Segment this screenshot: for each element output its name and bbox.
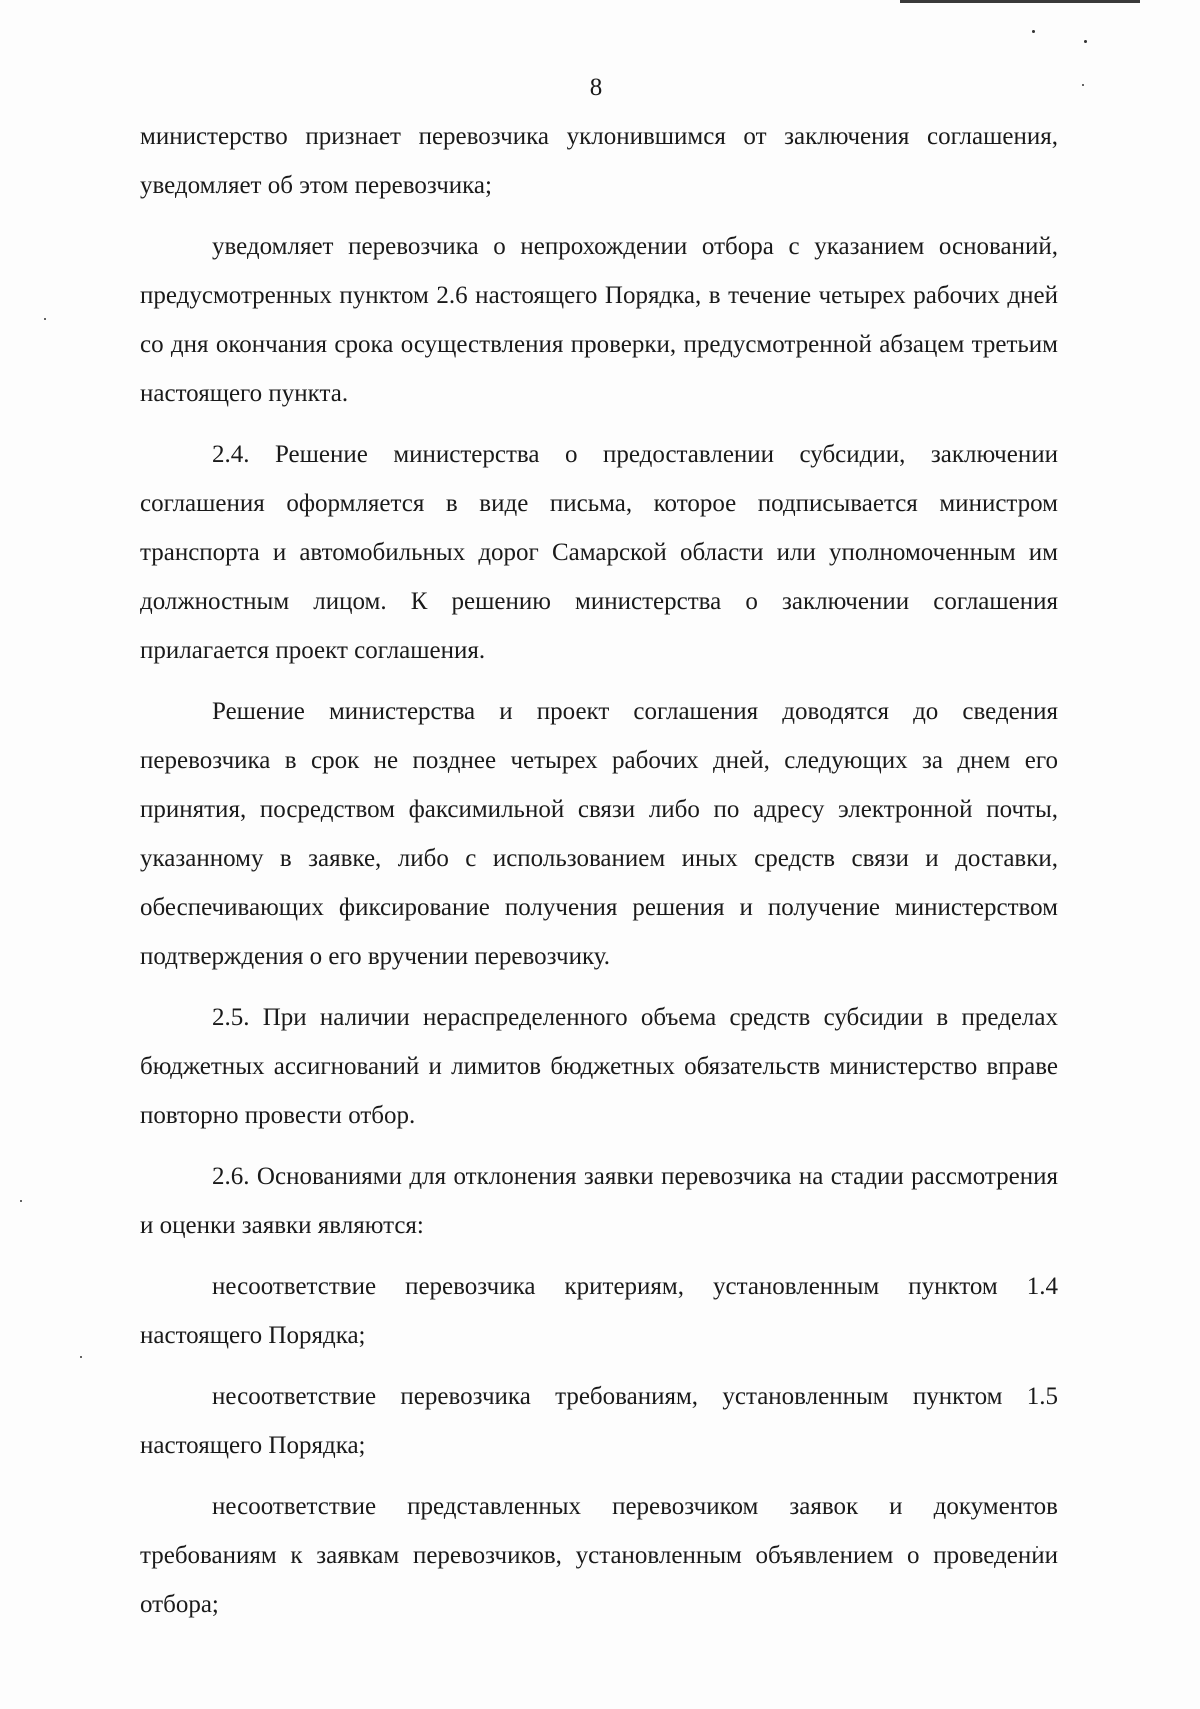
- paragraph-decision-delivery: Решение министерства и проект соглашения доводятся до сведения перевозчика в срок не позднее четырех рабочих дней, следующих за днем его принятия, посредством факсимильной связи либо по адресу электронной почты, указанному в заявке, либо с использованием иных средств связи и доставки, обеспечивающих фиксирование получения решения и получение министерством подтверждения о его вручении перевозчику.: [140, 698, 1058, 970]
- scan-speck: [44, 318, 46, 320]
- scan-speck: [1032, 30, 1035, 33]
- paragraph-notify-rejection: уведомляет перевозчика о непрохождении отбора с указанием оснований, предусмотренных пунктом 2.6 настоящего Порядка, в течение четырех рабочих дней со дня окончания срока осуществления проверки, предусмотренной абзацем третьим настоящего пункта.: [140, 233, 1058, 407]
- paragraph-2-4: 2.4. Решение министерства о предоставлении субсидии, заключении соглашения оформляется в виде письма, которое подписывается министром транспорта и автомобильных дорог Самарской области или уполномоченным им должностным лицом. К решению министерства о заключении соглашения прилагается проект соглашения.: [140, 441, 1058, 664]
- page-number: 8: [589, 74, 603, 101]
- paragraph-continuation: министерство признает перевозчика уклонившимся от заключения соглашения, уведомляет об этом перевозчика;: [140, 123, 1058, 199]
- paragraph-criteria-mismatch: несоответствие перевозчика критериям, установленным пунктом 1.4 настоящего Порядка;: [140, 1273, 1058, 1349]
- scan-speck: [20, 1200, 22, 1202]
- paragraph-2-5: 2.5. При наличии нераспределенного объема средств субсидии в пределах бюджетных ассигнований и лимитов бюджетных обязательств министерство вправе повторно провести отбор.: [140, 1004, 1058, 1129]
- paragraph-2-6: 2.6. Основаниями для отклонения заявки перевозчика на стадии рассмотрения и оценки заявки являются:: [140, 1163, 1058, 1239]
- paragraph-requirements-mismatch: несоответствие перевозчика требованиям, установленным пунктом 1.5 настоящего Порядка;: [140, 1383, 1058, 1459]
- document-body: [140, 112, 1058, 1629]
- scan-edge-line: [900, 0, 1140, 3]
- scan-speck: [80, 1356, 82, 1358]
- scan-speck: [1084, 40, 1087, 43]
- paragraph-documents-mismatch: несоответствие представленных перевозчиком заявок и документов требованиям к заявкам перевозчиков, установленным объявлением о проведении отбора;: [140, 1493, 1058, 1618]
